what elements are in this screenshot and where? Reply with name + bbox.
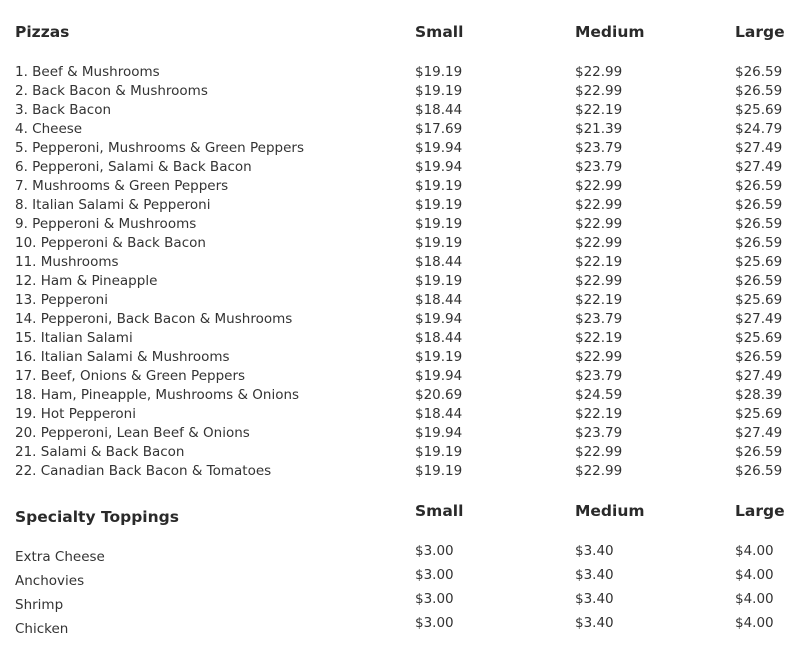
price-large: $27.49 <box>735 159 783 175</box>
price-large: $27.49 <box>735 311 783 327</box>
pizza-row <box>0 310 801 329</box>
price-medium: $24.59 <box>575 387 623 403</box>
price-large: $25.69 <box>735 406 783 422</box>
price-small: $19.19 <box>415 216 463 232</box>
price-medium: $22.99 <box>575 444 623 460</box>
item-name: Anchovies <box>15 573 85 589</box>
item-name: 22. Canadian Back Bacon & Tomatoes <box>15 463 272 479</box>
price-large: $4.00 <box>735 543 774 559</box>
price-large: $26.59 <box>735 463 783 479</box>
price-medium: $22.99 <box>575 197 623 213</box>
price-medium: $3.40 <box>575 615 614 631</box>
item-name: 1. Beef & Mushrooms <box>15 64 160 80</box>
price-large: $26.59 <box>735 273 783 289</box>
price-small: $19.19 <box>415 197 463 213</box>
pizza-row <box>0 158 801 177</box>
price-large: $26.59 <box>735 235 783 251</box>
price-small: $18.44 <box>415 102 463 118</box>
price-medium: $22.99 <box>575 64 623 80</box>
item-name: 19. Hot Pepperoni <box>15 406 136 422</box>
price-small: $3.00 <box>415 615 454 631</box>
price-small: $19.19 <box>415 235 463 251</box>
toppings-medium-header: Medium <box>575 502 645 520</box>
price-small: $19.94 <box>415 368 463 384</box>
pizza-row <box>0 253 801 272</box>
item-name: 20. Pepperoni, Lean Beef & Onions <box>15 425 250 441</box>
item-name: 4. Cheese <box>15 121 83 137</box>
item-name: 21. Salami & Back Bacon <box>15 444 185 460</box>
price-large: $26.59 <box>735 216 783 232</box>
item-name: 9. Pepperoni & Mushrooms <box>15 216 197 232</box>
price-small: $19.19 <box>415 83 463 99</box>
price-medium: $23.79 <box>575 425 623 441</box>
price-large: $25.69 <box>735 254 783 270</box>
price-small: $19.19 <box>415 349 463 365</box>
price-large: $25.69 <box>735 330 783 346</box>
pizza-row <box>0 386 801 405</box>
item-name: Shrimp <box>15 597 64 613</box>
pizza-row <box>0 120 801 139</box>
item-name: 12. Ham & Pineapple <box>15 273 158 289</box>
pizza-row <box>0 348 801 367</box>
price-large: $26.59 <box>735 197 783 213</box>
price-large: $27.49 <box>735 425 783 441</box>
price-large: $4.00 <box>735 591 774 607</box>
price-medium: $3.40 <box>575 543 614 559</box>
price-medium: $22.99 <box>575 83 623 99</box>
toppings-price-list <box>0 541 801 637</box>
price-large: $27.49 <box>735 368 783 384</box>
price-small: $19.94 <box>415 425 463 441</box>
pizza-row <box>0 443 801 462</box>
pizzas-heading: Pizzas <box>15 23 70 41</box>
topping-row <box>0 613 801 637</box>
item-name: 14. Pepperoni, Back Bacon & Mushrooms <box>15 311 293 327</box>
price-large: $26.59 <box>735 83 783 99</box>
price-small: $20.69 <box>415 387 463 403</box>
toppings-heading: Specialty Toppings <box>15 508 179 526</box>
price-large: $24.79 <box>735 121 783 137</box>
pizza-row <box>0 215 801 234</box>
price-small: $18.44 <box>415 292 463 308</box>
price-medium: $22.99 <box>575 349 623 365</box>
price-large: $26.59 <box>735 349 783 365</box>
pizza-row <box>0 82 801 101</box>
price-small: $18.44 <box>415 254 463 270</box>
pizza-row <box>0 196 801 215</box>
pizzas-small-header: Small <box>415 23 464 41</box>
item-name: 13. Pepperoni <box>15 292 108 308</box>
price-large: $26.59 <box>735 444 783 460</box>
pizzas-large-header: Large <box>735 23 785 41</box>
pizza-row <box>0 139 801 158</box>
pizza-row <box>0 63 801 82</box>
price-medium: $23.79 <box>575 368 623 384</box>
topping-row <box>0 565 801 589</box>
price-medium: $22.99 <box>575 463 623 479</box>
price-small: $3.00 <box>415 543 454 559</box>
price-medium: $22.99 <box>575 216 623 232</box>
item-name: 7. Mushrooms & Green Peppers <box>15 178 229 194</box>
price-small: $3.00 <box>415 567 454 583</box>
pizzas-medium-header: Medium <box>575 23 645 41</box>
pizza-row <box>0 272 801 291</box>
pizza-row <box>0 367 801 386</box>
topping-row <box>0 541 801 565</box>
price-small: $19.19 <box>415 463 463 479</box>
price-small: $17.69 <box>415 121 463 137</box>
price-medium: $23.79 <box>575 311 623 327</box>
item-name: 6. Pepperoni, Salami & Back Bacon <box>15 159 252 175</box>
price-medium: $3.40 <box>575 567 614 583</box>
toppings-small-header: Small <box>415 502 464 520</box>
item-name: 10. Pepperoni & Back Bacon <box>15 235 206 251</box>
item-name: 17. Beef, Onions & Green Peppers <box>15 368 246 384</box>
price-small: $19.94 <box>415 311 463 327</box>
item-name: 5. Pepperoni, Mushrooms & Green Peppers <box>15 140 305 156</box>
price-large: $27.49 <box>735 140 783 156</box>
pizza-row <box>0 101 801 120</box>
item-name: 3. Back Bacon <box>15 102 112 118</box>
price-small: $19.94 <box>415 140 463 156</box>
price-small: $19.19 <box>415 444 463 460</box>
price-medium: $22.19 <box>575 330 623 346</box>
price-medium: $22.99 <box>575 178 623 194</box>
price-medium: $22.19 <box>575 292 623 308</box>
item-name: 11. Mushrooms <box>15 254 119 270</box>
topping-row <box>0 589 801 613</box>
item-name: Extra Cheese <box>15 549 105 565</box>
price-medium: $23.79 <box>575 140 623 156</box>
price-medium: $23.79 <box>575 159 623 175</box>
pizza-row <box>0 177 801 196</box>
price-small: $3.00 <box>415 591 454 607</box>
pizza-row <box>0 329 801 348</box>
pizza-price-list <box>0 63 801 481</box>
price-small: $19.19 <box>415 273 463 289</box>
price-medium: $22.99 <box>575 273 623 289</box>
price-medium: $22.19 <box>575 102 623 118</box>
toppings-large-header: Large <box>735 502 785 520</box>
item-name: 15. Italian Salami <box>15 330 133 346</box>
item-name: Chicken <box>15 621 69 637</box>
price-medium: $22.99 <box>575 235 623 251</box>
item-name: 8. Italian Salami & Pepperoni <box>15 197 211 213</box>
price-large: $26.59 <box>735 64 783 80</box>
pizza-row <box>0 424 801 443</box>
price-small: $19.94 <box>415 159 463 175</box>
price-small: $19.19 <box>415 64 463 80</box>
item-name: 18. Ham, Pineapple, Mushrooms & Onions <box>15 387 300 403</box>
item-name: 2. Back Bacon & Mushrooms <box>15 83 208 99</box>
price-medium: $22.19 <box>575 406 623 422</box>
price-large: $4.00 <box>735 567 774 583</box>
price-large: $28.39 <box>735 387 783 403</box>
price-medium: $21.39 <box>575 121 623 137</box>
pizza-row <box>0 462 801 481</box>
price-small: $18.44 <box>415 406 463 422</box>
item-name: 16. Italian Salami & Mushrooms <box>15 349 230 365</box>
pizza-row <box>0 234 801 253</box>
price-large: $4.00 <box>735 615 774 631</box>
price-large: $25.69 <box>735 292 783 308</box>
price-large: $26.59 <box>735 178 783 194</box>
price-medium: $3.40 <box>575 591 614 607</box>
price-medium: $22.19 <box>575 254 623 270</box>
pizza-row <box>0 291 801 310</box>
pizza-row <box>0 405 801 424</box>
price-large: $25.69 <box>735 102 783 118</box>
price-small: $19.19 <box>415 178 463 194</box>
price-small: $18.44 <box>415 330 463 346</box>
